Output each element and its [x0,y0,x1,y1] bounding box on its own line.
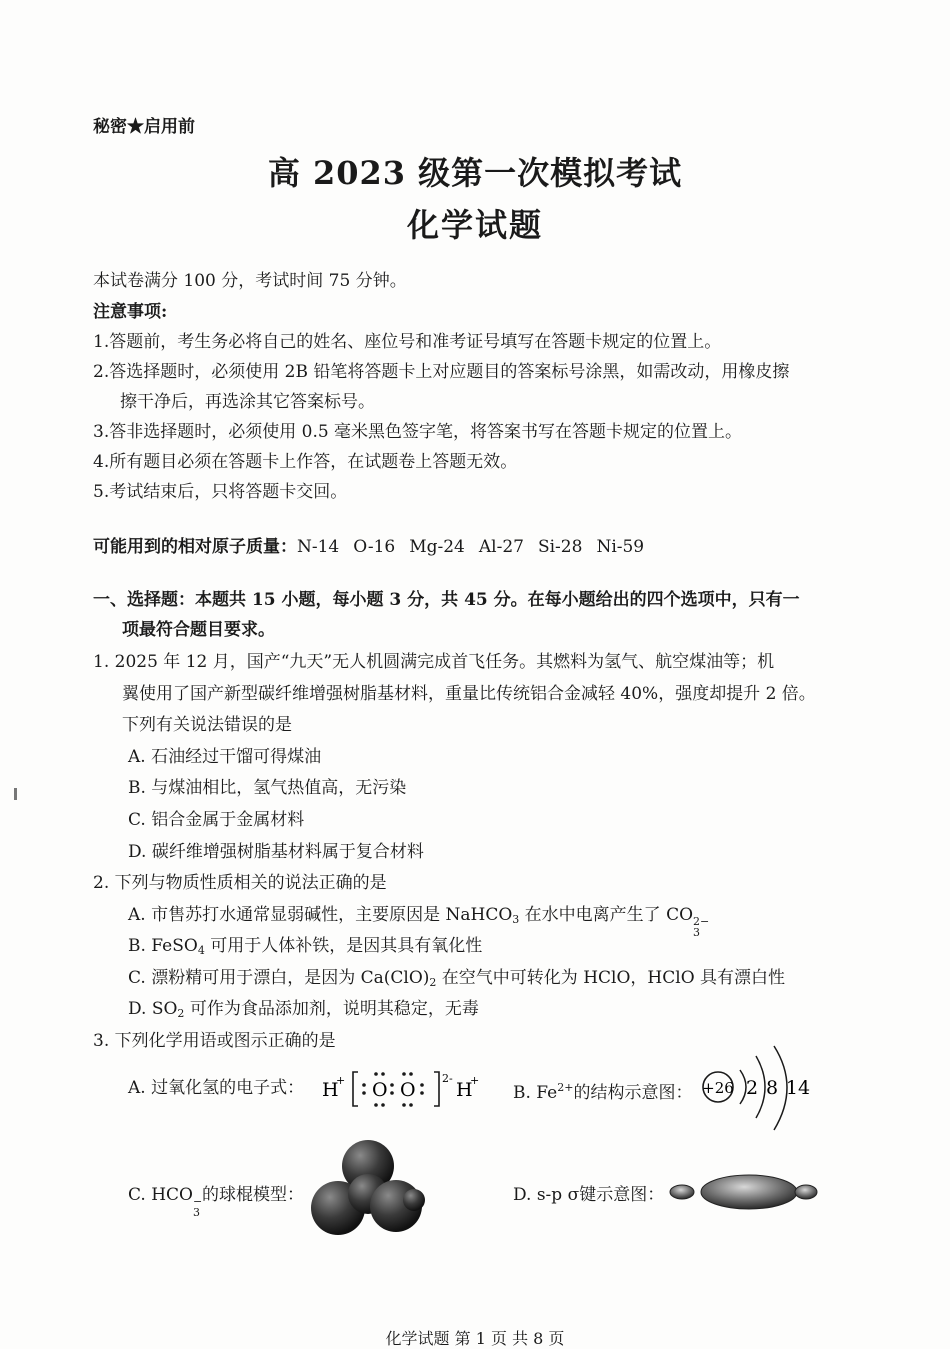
atomic-mass: Si-28 [537,537,583,557]
option-text: 的结构示意图： [573,1083,693,1103]
option-text: 在空气中可转化为 HClO，HClO 具有漂白性 [436,968,786,988]
s-orbital-lobe [795,1185,817,1199]
option-text: 可作为食品添加剂，说明其稳定，无毒 [184,999,479,1019]
question-1-option-c: C. 铝合金属于金属材料 [128,810,305,830]
question-2-option-d [128,998,479,1025]
shell-electron-count: 8 [765,1077,779,1099]
subscript: 2 [429,976,437,989]
lewis-h-left-charge: + [336,1074,346,1087]
question-3-option-b-label [513,1077,692,1104]
option-text: B. FeSO [128,936,198,956]
p-orbital-small-lobe [670,1185,694,1199]
subscript: 3 [693,926,701,939]
left-bracket [353,1072,358,1106]
lewis-h-right-charge: + [470,1074,480,1087]
peroxide-lewis-structure [322,1066,490,1110]
question-2-option-a [128,904,710,939]
intro-text: 本试卷满分 100 分，考试时间 75 分钟。 [93,271,407,291]
option-text: D. SO [128,999,178,1019]
shell-electron-count: 14 [785,1077,811,1099]
atomic-masses [93,536,658,558]
subscript: 4 [197,944,205,957]
scan-artifact [14,788,17,800]
option-text: C. HCO [128,1185,193,1205]
question-3-option-a-label: A. 过氧化氢的电子式： [128,1078,305,1098]
superscript: 2+ [557,1081,574,1094]
atomic-masses-label: 可能用到的相对原子质量： [93,537,297,557]
note-item: 3.答非选择题时，必须使用 0.5 毫米黑色签字笔，将答案书写在答题卡规定的位置上。 [93,422,743,442]
confidential-label: 秘密★启用前 [93,117,195,137]
option-text: A. 市售苏打水通常显弱碱性，主要原因是 NaHCO [128,905,513,925]
atomic-mass: Mg-24 [409,537,465,557]
lewis-o-1: O [372,1079,388,1101]
superscript: − [192,1195,203,1208]
question-1-stem: 下列有关说法错误的是 [122,715,292,735]
subscript: 2 [177,1007,185,1020]
question-2-option-b [128,935,482,962]
fe-ion-structure-diagram [698,1042,818,1136]
lewis-h-left: H [322,1079,339,1101]
question-3-stem: 3. 下列化学用语或图示正确的是 [93,1031,336,1051]
option-text: 可用于人体补铁，是因其具有氧化性 [204,936,483,956]
note-item: 1.答题前，考生务必将自己的姓名、座位号和准考证号填写在答题卡规定的位置上。 [93,332,722,352]
lewis-ion-charge: 2- [442,1072,453,1085]
note-item: 5.考试结束后，只将答题卡交回。 [93,482,348,502]
subscript: 3 [512,913,520,926]
exam-subject: 化学试题 [406,206,543,244]
question-1-option-d: D. 碳纤维增强树脂基材料属于复合材料 [128,842,424,862]
page-footer: 化学试题 第 1 页 共 8 页 [385,1329,565,1348]
atomic-mass: N-14 [297,537,340,557]
question-3-option-d-label: D. s-p σ键示意图： [513,1185,665,1205]
right-bracket [434,1072,439,1106]
question-1-option-b: B. 与煤油相比，氢气热值高，无污染 [128,778,407,798]
question-2-stem: 2. 下列与物质性质相关的说法正确的是 [93,873,387,893]
option-text: 在水中电离产生了 CO [519,905,694,925]
subscript: 3 [192,1206,200,1219]
question-1-stem: 1. 2025 年 12 月，国产“九天”无人机圆满完成首飞任务。其燃料为氢气、航空煤油等；机 [93,652,775,672]
question-1-option-a: A. 石油经过干馏可得煤油 [128,747,322,767]
question-2-option-c [128,967,785,994]
section-heading-cont: 项最符合题目要求。 [122,620,275,640]
lewis-h-right: H [456,1079,473,1101]
option-text: C. 漂粉精可用于漂白，是因为 Ca(ClO) [128,968,430,988]
atomic-mass: Al-27 [478,537,524,557]
note-item: 2.答选择题时，必须使用 2B 铅笔将答题卡上对应题目的答案标号涂黑，如需改动，用橡皮擦 [93,362,790,382]
superscript: 2− [693,915,710,928]
section-heading: 一、选择题：本题共 15 小题，每小题 3 分，共 45 分。在每小题给出的四个选项中，只有一 [93,590,800,610]
question-1-stem: 翼使用了国产新型碳纤维增强树脂基材料，重量比传统铝合金减轻 40%，强度却提升 2 倍。 [122,684,816,704]
hydrogen-atom [403,1189,425,1211]
question-3-option-c-label [128,1184,304,1219]
option-text: 的球棍模型： [201,1185,304,1205]
nucleus-charge: +26 [702,1079,734,1097]
note-item: 擦干净后，再选涂其它答案标号。 [120,392,375,412]
bicarbonate-ball-model [310,1138,430,1244]
shell-electron-count: 2 [745,1077,759,1099]
notes-heading: 注意事项: [93,302,168,322]
s-p-sigma-bond-diagram [668,1170,820,1214]
option-text: B. Fe [513,1083,558,1103]
lewis-o-2: O [400,1079,416,1101]
atomic-mass: Ni-59 [596,537,645,557]
note-item: 4.所有题目必须在答题卡上作答，在试题卷上答题无效。 [93,452,518,472]
atomic-mass: O-16 [353,537,396,557]
exam-title: 高 2023 级第一次模拟考试 [267,154,683,192]
sigma-overlap-lobe [701,1175,797,1209]
